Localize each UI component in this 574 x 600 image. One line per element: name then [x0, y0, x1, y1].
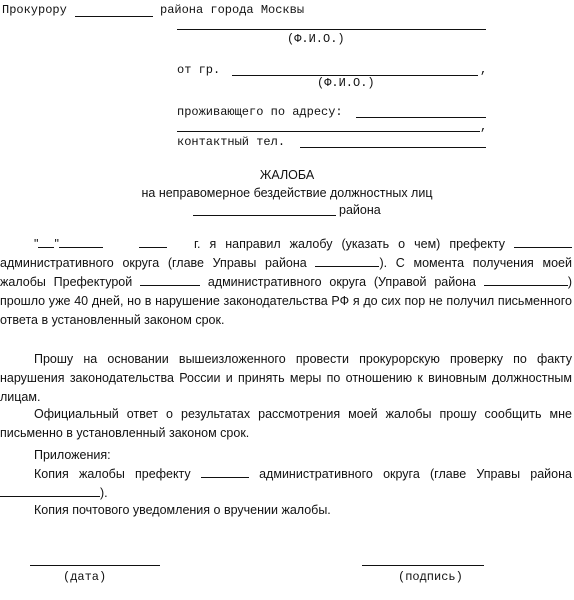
comma-1: , [480, 63, 488, 77]
prefecture-blank [140, 274, 200, 286]
uprava-blank-1 [315, 255, 379, 267]
attachment-item-1 [0, 465, 572, 503]
to-prefix: Прокурору [2, 3, 67, 17]
document-title: ЖАЛОБА [259, 168, 315, 182]
paragraph-2 [0, 350, 572, 407]
quote-close: " [54, 237, 59, 251]
from-prefix: от гр. [177, 63, 221, 77]
signature-line [362, 565, 484, 566]
document-subtitle: на неправомерное бездействие должностных лиц [141, 186, 433, 200]
attachment-uprava-blank [0, 485, 100, 497]
district-suffix: района [339, 203, 381, 217]
p1-text-1: г. я направил жалобу (указать о чем) префекту [193, 237, 505, 251]
p1-text-3: ). С момента получения моей жалобы Префектурой [0, 256, 572, 289]
attachment-1-text-a: Копия жалобы префекту [34, 467, 191, 481]
fio-caption-2: (Ф.И.О.) [317, 76, 375, 90]
attachment-prefect-blank [201, 466, 249, 478]
p2-text: Прошу на основании вышеизложенного провести прокурорскую проверку по факту нарушения законодательства России и принять меры по отношению к виновным должностным лицам. [0, 352, 572, 404]
p1-text-4: административного округа (Управой района [207, 275, 477, 289]
p1-text-2: административного округа (главе Управы района [0, 256, 307, 270]
p3-text: Официальный ответ о результатах рассмотрения моей жалобы прошу сообщить мне письменно в установленный законом срок. [0, 407, 572, 440]
phone-blank [300, 147, 486, 148]
phone-label: контактный тел. [177, 135, 286, 149]
district-blank [193, 215, 336, 216]
to-suffix: района города Москвы [160, 3, 305, 17]
quote-open: " [34, 237, 39, 251]
paragraph-3 [0, 405, 572, 443]
signature-caption: (подпись) [398, 570, 463, 584]
attachment-item-2: Копия почтового уведомления о вручении жалобы. [34, 503, 331, 517]
date-line [30, 565, 160, 566]
attachment-1-text-c: ). [100, 486, 108, 500]
fio-line-1 [177, 29, 486, 30]
month-blank [59, 236, 103, 248]
prosecutor-name-blank [75, 16, 153, 17]
year-blank [139, 236, 167, 248]
day-blank [38, 236, 54, 248]
fio-caption-1: (Ф.И.О.) [287, 32, 345, 46]
attachments-heading: Приложения: [34, 448, 111, 462]
date-caption: (дата) [63, 570, 107, 584]
address-blank-1 [356, 117, 486, 118]
address-blank-2 [177, 131, 480, 132]
prefect-blank [514, 236, 572, 248]
paragraph-1 [0, 235, 572, 330]
address-label: проживающего по адресу: [177, 105, 343, 119]
attachment-1-text-b: административного округа (главе Управы района [259, 467, 572, 481]
comma-2: , [480, 120, 488, 134]
p1-text-5: ) прошло уже 40 дней, но в нарушение законодательства РФ я до сих пор не получил письменного ответа в установленный законом срок. [0, 275, 572, 327]
uprava-blank-2 [484, 274, 568, 286]
